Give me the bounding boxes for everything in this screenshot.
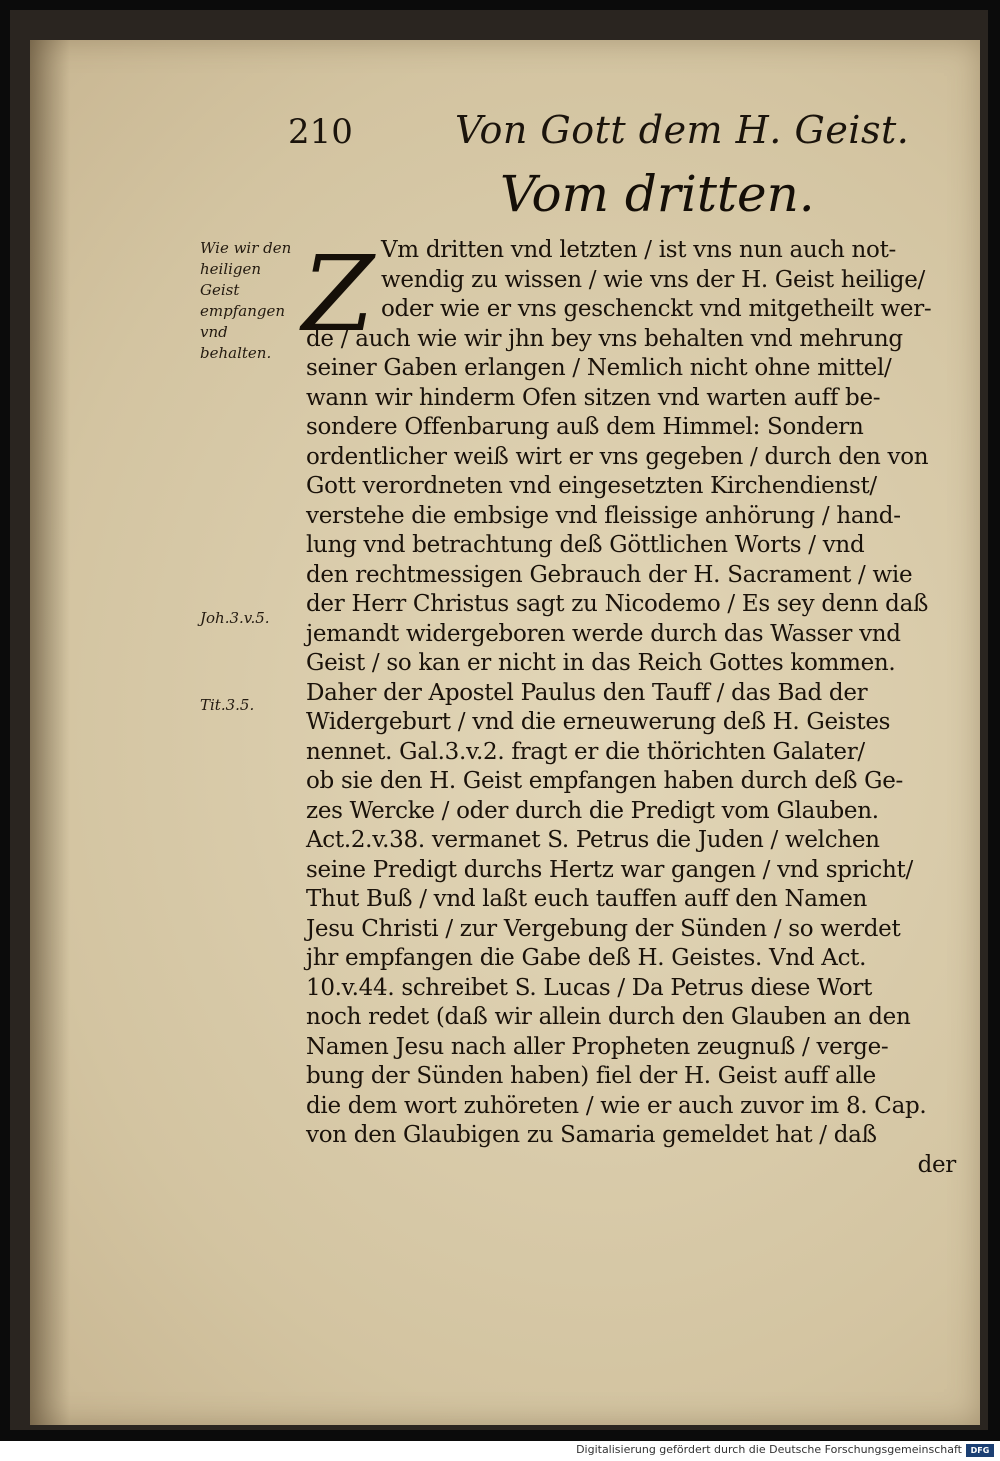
text-line: Act.2.v.38. vermanet S. Petrus die Juden / welchen — [306, 827, 880, 853]
text-line: seine Predigt durchs Hertz war gangen / vnd spricht/ — [306, 856, 913, 883]
text-line: 10.v.44. schreibet S. Lucas / Da Petrus diese Wort — [306, 974, 873, 1001]
text-line: lung vnd betrachtung deß Göttlichen Worts / vnd — [306, 532, 865, 558]
text-line: jemandt widergeboren werde durch das Wasser vnd — [306, 620, 901, 647]
text-line: Namen Jesu nach aller Propheten zeugnuß / verge- — [306, 1033, 889, 1060]
text-line: Thut Buß / vnd laßt euch tauffen auff den Namen — [306, 886, 868, 912]
marginal-note-receiving-spirit: Wie wir den heiligen Geist empfangen vnd behalten. — [200, 239, 292, 362]
marginal-note-titus-reference: Tit.3.5. — [200, 696, 255, 714]
running-title: Von Gott dem H. Geist. — [455, 108, 910, 152]
text-line: verstehe die embsige vnd fleissige anhörung / hand- — [306, 502, 901, 529]
text-line: ordentlicher weiß wirt er vns gegeben / durch den von — [306, 443, 929, 470]
text-line: von den Glaubigen zu Samaria gemeldet hat / daß — [306, 1122, 877, 1148]
text-line: Vm dritten vnd letzten / ist vns nun auch not- — [381, 237, 897, 263]
text-line: sondere Offenbarung auß dem Himmel: Sondern — [306, 414, 864, 440]
dfg-logo-icon: DFG — [966, 1444, 994, 1457]
page-number: 210 — [288, 112, 353, 152]
text-line: wendig zu wissen / wie vns der H. Geist heilige/ — [381, 266, 925, 293]
text-line: den rechtmessigen Gebrauch der H. Sacrament / wie — [306, 561, 913, 588]
text-line: noch redet (daß wir allein durch den Glauben an den — [306, 1004, 911, 1030]
body-text — [302, 233, 966, 1180]
section-title: Vom dritten. — [500, 165, 815, 223]
text-line: Jesu Christi / zur Vergebung der Sünden / so werdet — [306, 915, 901, 942]
text-line: zes Wercke / oder durch die Predigt vom Glauben. — [306, 797, 879, 824]
drop-cap: Z — [302, 233, 375, 355]
text-line: Geist / so kan er nicht in das Reich Gottes kommen. — [306, 650, 896, 676]
text-line: nennet. Gal.3.v.2. fragt er die thörichten Galater/ — [306, 738, 865, 765]
text-line: wann wir hinderm Ofen sitzen vnd warten auff be- — [306, 384, 881, 411]
footer-bar — [0, 1441, 1000, 1461]
text-line: Daher der Apostel Paulus den Tauff / das Bad der — [306, 679, 868, 706]
text-line: jhr empfangen die Gabe deß H. Geistes. Vnd Act. — [306, 945, 867, 971]
text-line: de / auch wie wir jhn bey vns behalten vnd mehrung — [306, 325, 903, 352]
text-line: Widergeburt / vnd die erneuwerung deß H. Geistes — [306, 709, 891, 735]
text-line: ob sie den H. Geist empfangen haben durch deß Ge- — [306, 768, 904, 794]
text-line: Gott verordneten vnd eingesetzten Kirchendienst/ — [306, 473, 877, 499]
text-line: die dem wort zuhöreten / wie er auch zuvor im 8. Cap. — [306, 1092, 927, 1119]
text-line: oder wie er vns geschenckt vnd mitgetheilt wer- — [381, 296, 932, 322]
spine-shadow — [30, 40, 70, 1425]
funding-notice: Digitalisierung gefördert durch die Deutsche Forschungsgemeinschaft — [576, 1443, 962, 1456]
marginal-note-john-reference: Joh.3.v.5. — [200, 609, 270, 627]
catchword: der — [917, 1151, 956, 1178]
book-page — [30, 40, 980, 1425]
text-line: seiner Gaben erlangen / Nemlich nicht ohne mittel/ — [306, 355, 892, 381]
text-line: bung der Sünden haben) fiel der H. Geist auff alle — [306, 1063, 876, 1089]
text-line: der Herr Christus sagt zu Nicodemo / Es sey denn daß — [306, 591, 929, 617]
